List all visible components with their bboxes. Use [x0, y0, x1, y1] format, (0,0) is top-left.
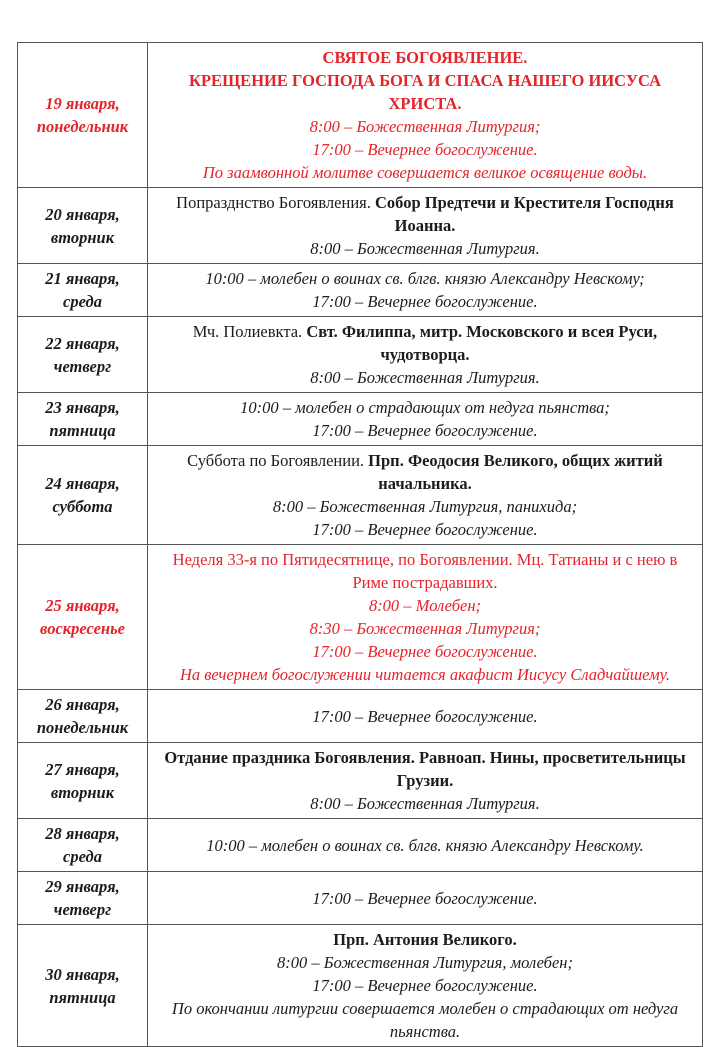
- service-line: [157, 191, 693, 237]
- services-cell: [148, 393, 703, 446]
- service-line: [157, 997, 693, 1043]
- services-cell: [148, 872, 703, 925]
- date-cell: [18, 690, 148, 743]
- date-cell: [18, 925, 148, 1047]
- service-line: [157, 115, 693, 138]
- service-text-segment: По окончании литургии совершается молебен о страдающих от недуга пьянства.: [171, 999, 679, 1041]
- date-line: понедельник: [36, 718, 129, 737]
- services-cell: [148, 188, 703, 264]
- service-text-segment: СВЯТОЕ БОГОЯВЛЕНИЕ.: [322, 48, 528, 67]
- services-cell: [148, 545, 703, 690]
- service-line: [157, 267, 693, 290]
- date-line: четверг: [53, 900, 112, 919]
- date-cell: [18, 545, 148, 690]
- service-text-segment: Суббота по Богоявлении.: [187, 451, 369, 470]
- service-line: [157, 320, 693, 366]
- service-text-segment: 17:00 – Вечернее богослужение.: [312, 888, 538, 908]
- date-cell: [18, 446, 148, 545]
- date-line: вторник: [50, 227, 115, 247]
- service-line: [157, 548, 693, 594]
- service-line: [157, 138, 693, 161]
- services-cell: [148, 43, 703, 188]
- service-text-segment: Свт. Филиппа, митр. Московского и всея Руси, чудотворца.: [306, 322, 658, 364]
- date-line: вторник: [50, 782, 115, 802]
- date-line: 24 января,: [45, 474, 120, 493]
- service-line: [157, 161, 693, 184]
- schedule-table: [17, 42, 703, 1047]
- date-cell: [18, 819, 148, 872]
- table-row: [18, 317, 703, 393]
- date-line: 21 января,: [45, 269, 120, 288]
- table-row: [18, 446, 703, 545]
- service-line: [157, 834, 693, 857]
- services-cell: [148, 264, 703, 317]
- date-cell: [18, 317, 148, 393]
- service-text-segment: КРЕЩЕНИЕ ГОСПОДА БОГА И СПАСА НАШЕГО ИИСУСА ХРИСТА.: [189, 71, 661, 113]
- service-text-segment: 17:00 – Вечернее богослужение.: [312, 520, 538, 539]
- service-text-segment: На вечернем богослужении читается акафист Иисусу Сладчайшему.: [179, 665, 671, 684]
- table-row: [18, 925, 703, 1047]
- date-line: пятница: [49, 987, 116, 1007]
- table-row: [18, 545, 703, 690]
- service-line: [157, 449, 693, 495]
- service-text-segment: 8:00 – Божественная Литургия.: [310, 239, 540, 258]
- date-cell: [18, 872, 148, 925]
- service-text-segment: 8:00 – Божественная Литургия, молебен;: [277, 953, 573, 972]
- service-line: [157, 518, 693, 541]
- service-line: [157, 663, 693, 686]
- schedule-body: [18, 43, 703, 1047]
- services-cell: [148, 743, 703, 819]
- service-line: [157, 396, 693, 419]
- service-text-segment: 17:00 – Вечернее богослужение.: [312, 976, 538, 995]
- table-row: [18, 743, 703, 819]
- date-line: 25 января,: [45, 596, 120, 615]
- service-text-segment: 8:00 – Молебен;: [368, 596, 482, 615]
- service-text-segment: 10:00 – молебен о страдающих от недуга пьянства;: [240, 398, 610, 417]
- service-text-segment: 8:30 – Божественная Литургия;: [309, 619, 541, 638]
- service-line: [157, 366, 693, 389]
- table-row: [18, 393, 703, 446]
- services-cell: [148, 690, 703, 743]
- date-line: воскресенье: [40, 619, 125, 638]
- service-text-segment: Прп. Антония Великого.: [333, 930, 517, 949]
- date-line: среда: [63, 292, 102, 311]
- service-line: [157, 705, 693, 728]
- service-line: [157, 617, 693, 640]
- service-text-segment: 8:00 – Божественная Литургия, панихида;: [272, 497, 578, 516]
- table-row: [18, 819, 703, 872]
- service-text-segment: 17:00 – Вечернее богослужение.: [312, 706, 538, 726]
- table-row: [18, 264, 703, 317]
- services-cell: [148, 819, 703, 872]
- service-line: [157, 640, 693, 663]
- service-text-segment: Собор Предтечи и Крестителя Господня Иоанна.: [375, 193, 674, 235]
- date-cell: [18, 43, 148, 188]
- date-line: 30 января,: [45, 964, 120, 984]
- service-line: [157, 419, 693, 442]
- table-row: [18, 188, 703, 264]
- date-line: 26 января,: [45, 695, 120, 714]
- services-cell: [148, 925, 703, 1047]
- date-line: 20 января,: [45, 204, 120, 224]
- table-row: [18, 690, 703, 743]
- service-text-segment: 8:00 – Божественная Литургия.: [310, 794, 540, 813]
- date-line: 23 января,: [45, 398, 120, 417]
- date-line: среда: [63, 847, 102, 866]
- services-cell: [148, 446, 703, 545]
- table-row: [18, 43, 703, 188]
- date-line: 29 января,: [45, 877, 120, 896]
- service-text-segment: 8:00 – Божественная Литургия.: [310, 368, 540, 387]
- service-text-segment: Попразднство Богоявления.: [176, 193, 375, 212]
- service-line: [157, 237, 693, 260]
- date-cell: [18, 188, 148, 264]
- service-line: [157, 594, 693, 617]
- date-line: 22 января,: [45, 333, 120, 353]
- service-text-segment: 17:00 – Вечернее богослужение.: [312, 421, 538, 440]
- date-line: 27 января,: [45, 759, 120, 779]
- service-text-segment: Отдание праздника Богоявления. Равноап. Нины, просветительницы Грузии.: [164, 748, 686, 790]
- date-line: понедельник: [36, 117, 129, 136]
- service-line: [157, 495, 693, 518]
- service-line: [157, 928, 693, 951]
- service-line: [157, 746, 693, 792]
- date-cell: [18, 264, 148, 317]
- service-text-segment: Неделя 33-я по Пятидесятнице, по Богоявлении. Мц. Татианы и с нею в Риме пострадавших.: [172, 550, 678, 592]
- service-line: [157, 974, 693, 997]
- date-line: пятница: [49, 421, 116, 440]
- service-text-segment: 17:00 – Вечернее богослужение.: [312, 642, 538, 661]
- service-text-segment: 10:00 – молебен о воинах св. блгв. князю Александру Невскому.: [206, 835, 644, 855]
- date-line: четверг: [53, 356, 112, 376]
- service-text-segment: Мч. Полиевкта.: [192, 322, 307, 341]
- service-text-segment: 8:00 – Божественная Литургия;: [309, 117, 541, 136]
- table-row: [18, 872, 703, 925]
- date-cell: [18, 743, 148, 819]
- date-line: 28 января,: [45, 824, 120, 843]
- date-cell: [18, 393, 148, 446]
- service-line: [157, 792, 693, 815]
- service-text-segment: По заамвонной молитве совершается великое освящение воды.: [202, 163, 648, 182]
- service-line: [157, 887, 693, 910]
- service-text-segment: 17:00 – Вечернее богослужение.: [312, 140, 538, 159]
- services-cell: [148, 317, 703, 393]
- service-line: [157, 69, 693, 115]
- service-text-segment: 10:00 – молебен о воинах св. блгв. князю Александру Невскому;: [205, 269, 645, 288]
- date-line: 19 января,: [45, 94, 120, 113]
- date-line: суббота: [52, 497, 113, 516]
- service-text-segment: 17:00 – Вечернее богослужение.: [312, 292, 538, 311]
- service-text-segment: Прп. Феодосия Великого, общих житий начальника.: [368, 451, 663, 493]
- service-line: [157, 951, 693, 974]
- service-line: [157, 290, 693, 313]
- service-line: [157, 46, 693, 69]
